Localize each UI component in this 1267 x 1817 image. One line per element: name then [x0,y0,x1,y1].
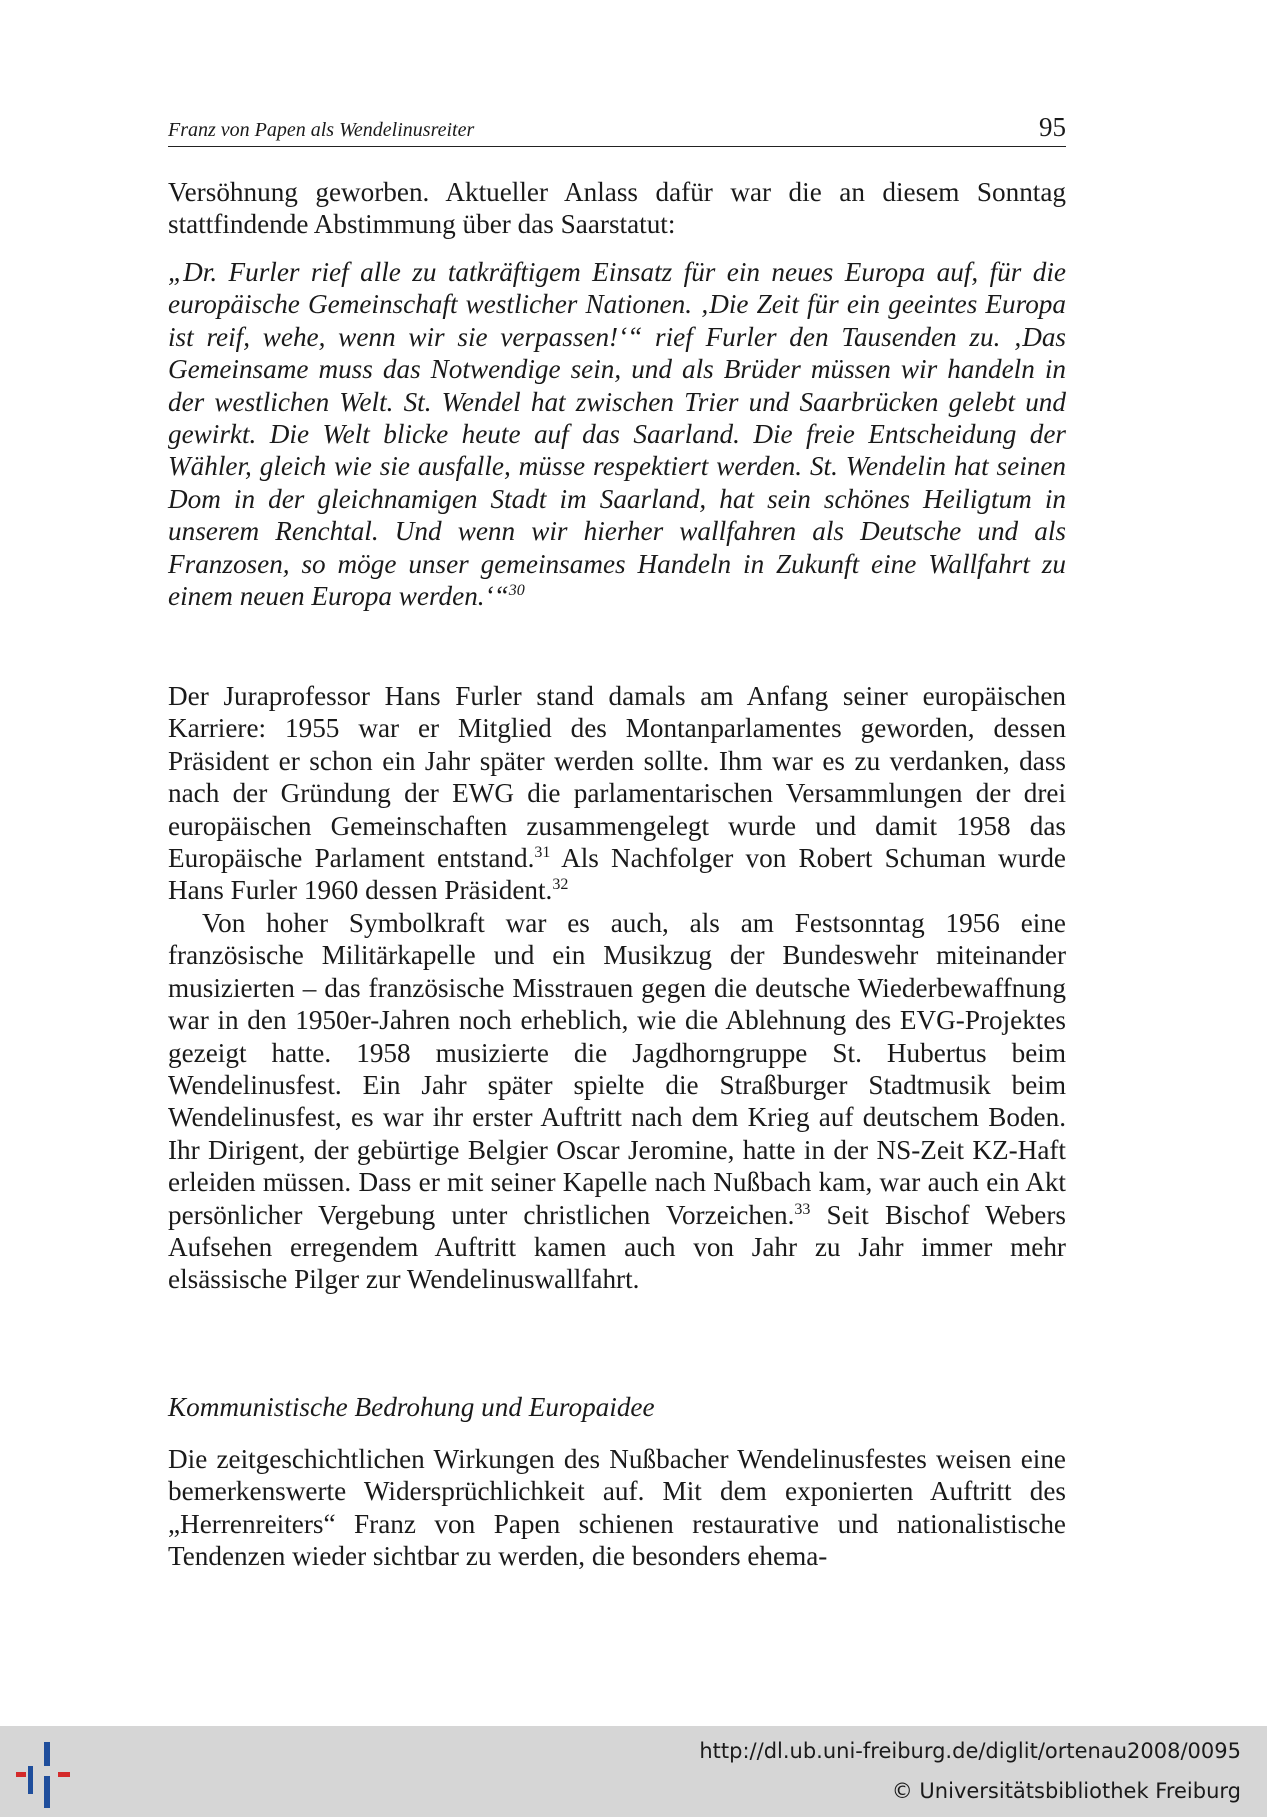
paragraph-furler-text-a: Der Juraprofessor Hans Furler stand damals am Anfang seiner europäischen Karriere: 1955 war er Mitglied des Montanparlamentes geworden, dessen Präsident er schon ein Jahr später werden sollte. Ihm war es zu verdanken, dass nach der Gründung der EWG die parlamentarischen Versammlungen der drei europäischen Gemeinschaften zusammengelegt wurde und damit 1958 das Europäische Parlament entstand. [168,681,1066,874]
paragraph-furler [168,680,1066,907]
block-quote-text: „Dr. Furler rief alle zu tatkräftigem Einsatz für ein neues Europa auf, für die europäische Gemeinschaft westlicher Nationen. ‚Die Zeit für ein geeintes Europa ist reif, wehe, wenn wir sie verpassen!‘“ rief Furler den Tausenden zu. ‚Das Gemeinsame muss das Notwendige sein, und als Brüder müssen wir handeln in der westlichen Welt. St. Wendel hat zwischen Trier und Saarbrücken gelebt und gewirkt. Die Welt blicke heute auf das Saarland. Die freie Entscheidung der Wähler, gleich wie sie ausfalle, müsse respektiert werden. St. Wendelin hat seinen Dom in der gleichnamigen Stadt im Saarland, hat sein schönes Heiligtum in unserem Renchtal. Und wenn wir hierher wallfahren als Deutsche und als Franzosen, so möge unser gemeinsames Handeln in Zukunft eine Wallfahrt zu einem neuen Europa werden.‘“ [168,257,1066,612]
paragraph-europaidee-text: Die zeitgeschichtlichen Wirkungen des Nußbacher Wendelinusfestes weisen eine bemerkenswerte Widersprüchlichkeit auf. Mit dem exponierten Auftritt des „Herrenreiters“ Franz von Papen schienen restaurative und nationalistische Tendenzen wieder sichtbar zu werden, die besonders ehema- [168,1444,1066,1572]
section-heading: Kommunistische Bedrohung und Europaidee [168,1392,655,1422]
paragraph-symbolkraft-text-b: Seit Bischof Webers Aufsehen erregendem Auftritt kamen auch von Jahr zu Jahr immer mehr elsässische Pilger zur Wendelinuswallfahrt. [168,1199,1066,1295]
block-quote [168,256,1066,612]
footnote-ref-31[interactable]: 31 [534,843,551,861]
paragraph-symbolkraft [168,907,1066,1296]
paragraph-intro [168,176,1066,241]
running-title: Franz von Papen als Wendelinusreiter [168,119,475,141]
footnote-ref-32[interactable]: 32 [552,876,569,894]
library-logo-icon [14,1740,80,1810]
paragraph-intro-text: Versöhnung geworben. Aktueller Anlass dafür war die an diesem Sonntag stattfindende Abstimmung über das Saarstatut: [168,177,1066,240]
source-url-link[interactable]: http://dl.ub.uni-freiburg.de/diglit/ortenau2008/0095 [699,1739,1241,1763]
page-number: 95 [1039,112,1066,142]
paragraph-symbolkraft-text-a: Von hoher Symbolkraft war es auch, als am Festsonntag 1956 eine französische Militärkapelle und ein Musikzug der Bundeswehr miteinander musizierten – das französische Misstrauen gegen die deutsche Wiederbewaffnung war in den 1950er-Jahren noch erheblich, wie die Ablehnung des EVG-Projektes gezeigt hatte. 1958 musizierte die Jagdhorngruppe St. Hubertus beim Wendelinusfest. Ein Jahr später spielte die Straßburger Stadtmusik beim Wendelinusfest, es war ihr erster Auftritt nach dem Krieg auf deutschem Boden. Ihr Dirigent, der gebürtige Belgier Oscar Jeromine, hatte in der NS-Zeit KZ-Haft erleiden müssen. Dass er mit seiner Kapelle nach Nußbach kam, war auch ein Akt persönlicher Vergebung unter christlichen Vorzeichen. [168,908,1066,1230]
paragraph-furler-text-b: Als Nachfolger von Robert Schuman wurde Hans Furler 1960 dessen Präsident. [168,843,1066,906]
footnote-ref-30[interactable]: 30 [508,582,525,599]
paragraph-europaidee [168,1443,1066,1573]
library-footer [0,1726,1267,1817]
footnote-ref-33[interactable]: 33 [794,1200,811,1218]
running-header [168,108,1066,147]
copyright-notice: © Universitätsbibliothek Freiburg [891,1779,1241,1803]
